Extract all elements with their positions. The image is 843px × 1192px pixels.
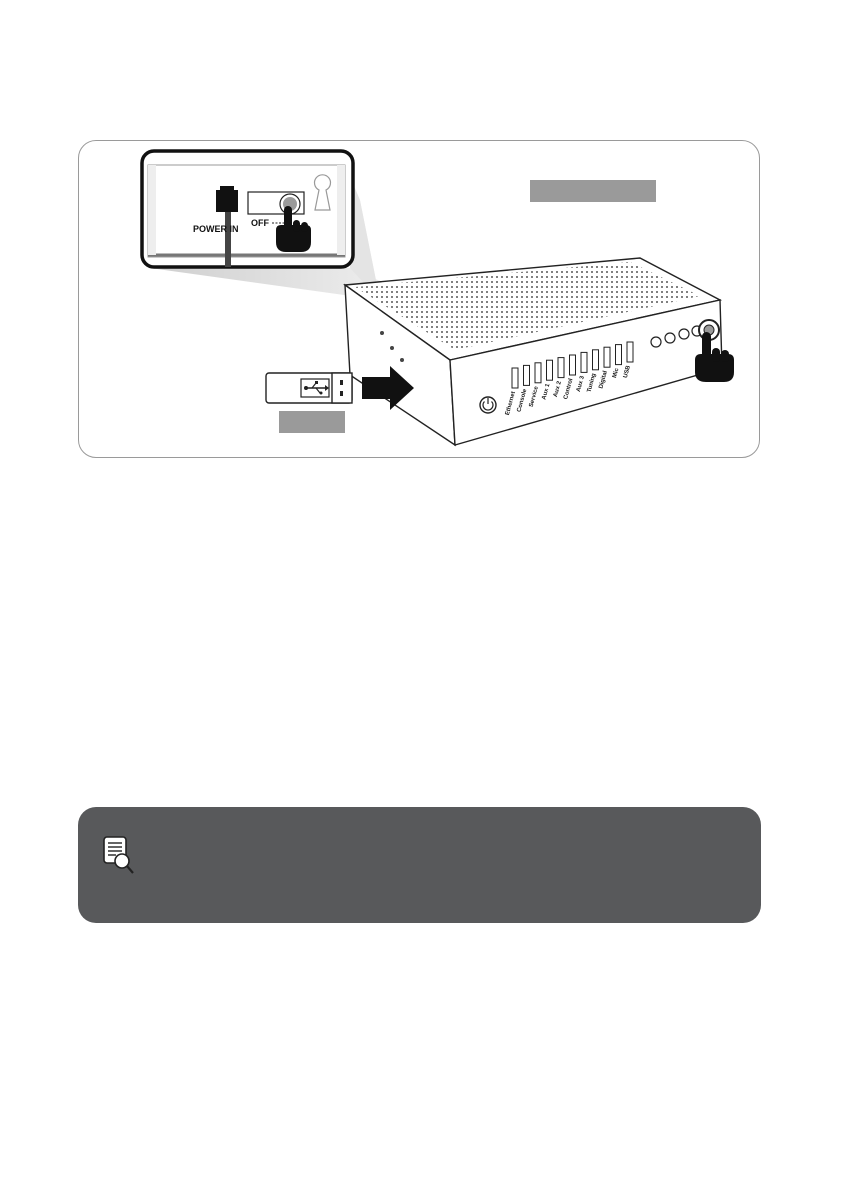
screw-hole — [380, 331, 384, 335]
port-label: Aux 2 — [552, 380, 563, 398]
rocker-switch-icon — [248, 192, 304, 214]
usb-caption — [279, 411, 345, 433]
port-slot — [570, 355, 576, 375]
note-box — [78, 807, 761, 923]
port-slot — [627, 342, 633, 362]
port-slot — [581, 352, 587, 372]
port-slot — [604, 347, 610, 367]
device-setup-illustration — [0, 0, 843, 480]
port-slot — [547, 360, 553, 380]
screw-hole — [400, 358, 404, 362]
port-slot — [558, 358, 564, 378]
port-label: Mic — [612, 367, 621, 379]
note-magnifier-icon — [102, 835, 142, 879]
usb-drive-icon — [266, 373, 352, 403]
power-button-icon — [480, 397, 496, 413]
port-label: Tuning — [586, 372, 598, 394]
off-label: OFF — [251, 218, 269, 228]
screw-hole — [390, 346, 394, 350]
port-label: Console — [516, 388, 529, 413]
device-caption — [530, 180, 656, 202]
device-unit — [345, 258, 722, 480]
rear-panel-inset — [142, 151, 353, 267]
port-slot — [616, 345, 622, 365]
port-slot — [535, 363, 541, 383]
port-slot — [593, 350, 599, 370]
usb-symbol-icon — [301, 379, 329, 397]
port-label: Aux 3 — [575, 375, 586, 393]
control-knob — [651, 337, 661, 347]
port-label: Control — [563, 377, 575, 401]
port-label: Digital — [598, 370, 609, 390]
power-in-label: POWER IN — [193, 224, 239, 234]
port-label: Ethernet — [504, 390, 517, 417]
port-slot — [512, 368, 518, 388]
control-knob — [679, 329, 689, 339]
port-label: Service — [528, 385, 540, 408]
port-slot — [524, 365, 530, 385]
port-label: Aux 1 — [541, 383, 552, 401]
control-knob — [665, 333, 675, 343]
port-label: USB — [622, 364, 632, 379]
